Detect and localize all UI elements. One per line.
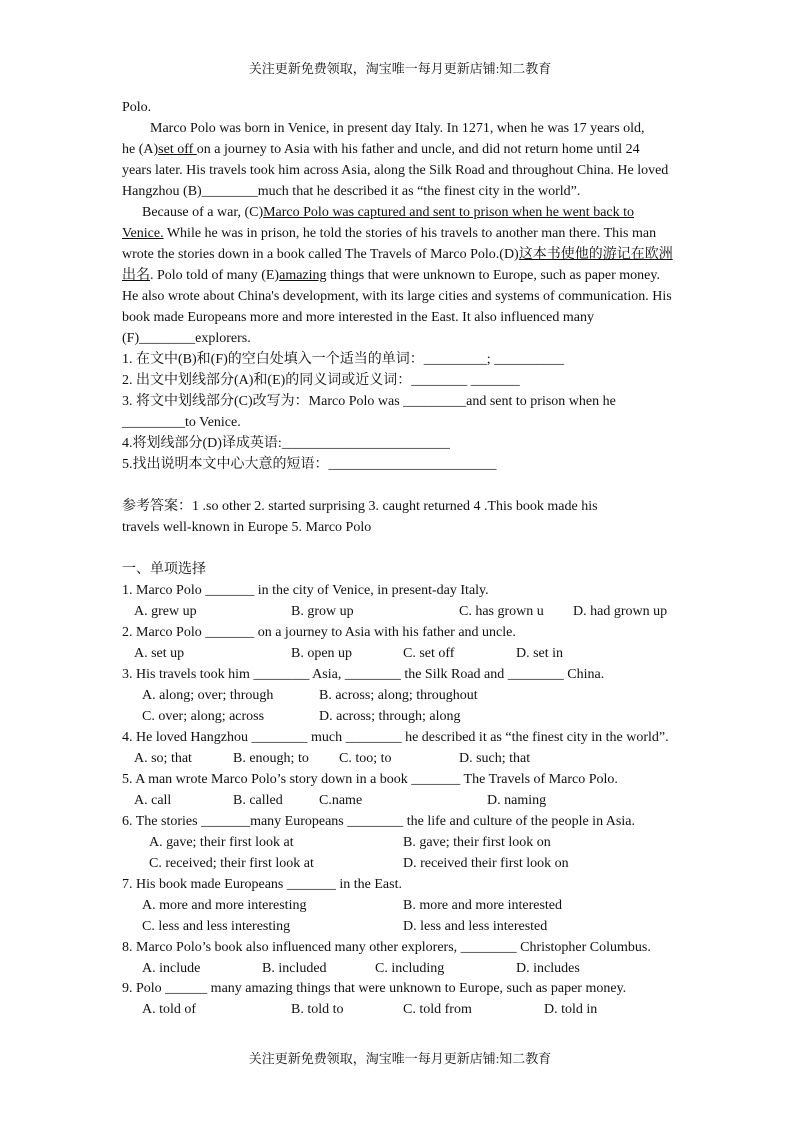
passage-line: 出名. Polo told of many (E)amazing things that were unknown to Europe, such as paper money. [122, 268, 660, 283]
question-text: 1. Marco Polo _______ in the city of Venice, in present-day Italy. [122, 583, 489, 598]
passage-line: he (A)set off on a journey to Asia with his father and uncle, and did not return home until 24 [122, 142, 640, 157]
page-header: 关注更新免费领取，淘宝唯一每月更新店铺:知二教育 [248, 61, 552, 76]
page-footer: 关注更新免费领取，淘宝唯一每月更新店铺:知二教育 [248, 1051, 552, 1066]
passage-line: Hangzhou (B)________much that he described it as “the finest city in the world”. [122, 184, 581, 199]
answer-key: travels well-known in Europe 5. Marco Polo [122, 520, 372, 535]
underline-c-cont: Venice. [122, 226, 164, 241]
option-a: A. call [134, 793, 172, 808]
option-c: C. including [375, 961, 445, 976]
option-a: A. grew up [134, 604, 197, 619]
question-text: 8. Marco Polo’s book also influenced many other explorers, ________ Christopher Columbus. [122, 940, 651, 955]
option-b: B. gave; their first look on [403, 835, 551, 850]
option-b: B. open up [291, 646, 353, 661]
option-c: C. has grown u [459, 604, 544, 619]
option-d: D. includes [516, 961, 580, 976]
passage-line: He also wrote about China's development, with its large cities and systems of communication. His [122, 289, 672, 304]
option-d: D. told in [544, 1002, 598, 1017]
option-c: C. too; to [339, 751, 392, 766]
passage-line: years later. His travels took him across Asia, along the Silk Road and throughout China. He loved [122, 163, 669, 178]
option-b: B. included [262, 961, 327, 976]
option-a: A. told of [142, 1002, 197, 1017]
task-item: 2. 出文中划线部分(A)和(E)的同义词或近义词：________ _______ [122, 373, 520, 388]
passage-line: Because of a war, (C)Marco Polo was captured and sent to prison when he went back to [142, 205, 635, 220]
option-d: D. naming [487, 793, 547, 808]
task-item: 5.找出说明本文中心大意的短语：________________________ [122, 457, 497, 472]
option-a: A. set up [134, 646, 185, 661]
answer-key: 参考答案：1 .so other 2. started surprising 3. caught returned 4 .This book made his [122, 499, 598, 514]
option-c: C. told from [403, 1002, 472, 1017]
option-b: B. told to [291, 1002, 344, 1017]
option-a: A. include [142, 961, 201, 976]
passage-line: (F)________explorers. [122, 331, 251, 346]
option-d: D. such; that [459, 751, 531, 766]
question-text: 2. Marco Polo _______ on a journey to Asia with his father and uncle. [122, 625, 516, 640]
option-c: C. set off [403, 646, 455, 661]
question-text: 5. A man wrote Marco Polo’s story down in a book _______ The Travels of Marco Polo. [122, 772, 618, 787]
question-text: 6. The stories _______many Europeans ________ the life and culture of the people in Asia. [122, 814, 635, 829]
option-c: C.name [319, 793, 363, 808]
underline-e: amazing [279, 268, 327, 283]
option-d: D. less and less interested [403, 919, 548, 934]
option-c: C. over; along; across [142, 709, 265, 724]
passage-line: book made Europeans more and more interested in the East. It also influenced many [122, 310, 594, 325]
option-b: B. enough; to [233, 751, 309, 766]
option-d: D. across; through; along [319, 709, 461, 724]
option-c: C. less and less interesting [142, 919, 291, 934]
task-item: 1. 在文中(B)和(F)的空白处填入一个适当的单词：_________; __________ [122, 352, 565, 367]
option-b: B. across; along; throughout [319, 688, 478, 703]
option-d: D. set in [516, 646, 564, 661]
option-b: B. called [233, 793, 283, 808]
option-c: C. received; their first look at [149, 856, 314, 871]
underline-d-cont: 出名 [122, 268, 150, 283]
option-d: D. had grown up [573, 604, 668, 619]
question-text: 3. His travels took him ________ Asia, ________ the Silk Road and ________ China. [122, 667, 605, 682]
passage-line: wrote the stories down in a book called The Travels of Marco Polo.(D)这本书使他的游记在欧洲 [122, 247, 673, 262]
underline-d: 这本书使他的游记在欧洲 [518, 247, 673, 262]
option-a: A. gave; their first look at [149, 835, 294, 850]
option-a: A. along; over; through [142, 688, 274, 703]
option-b: B. grow up [291, 604, 354, 619]
passage-line: Polo. [122, 100, 152, 115]
task-item: 4.将划线部分(D)译成英语:________________________ [122, 436, 450, 451]
option-d: D. received their first look on [403, 856, 569, 871]
option-a: A. more and more interesting [142, 898, 307, 913]
passage-line: Marco Polo was born in Venice, in present day Italy. In 1271, when he was 17 years old, [150, 121, 645, 136]
option-a: A. so; that [134, 751, 192, 766]
question-text: 9. Polo ______ many amazing things that were unknown to Europe, such as paper money. [122, 981, 627, 996]
underline-c: Marco Polo was captured and sent to prison when he went back to [263, 205, 635, 220]
question-text: 7. His book made Europeans _______ in the East. [122, 877, 402, 892]
option-b: B. more and more interested [403, 898, 563, 913]
task-item: 3. 将文中划线部分(C)改写为：Marco Polo was _________and sent to prison when he [122, 394, 616, 409]
passage-line: Venice. While he was in prison, he told the stories of his travels to another man there. This man [122, 226, 657, 241]
underline-a: set off [158, 142, 197, 157]
question-text: 4. He loved Hangzhou ________ much ________ he described it as “the finest city in the world”. [122, 730, 669, 745]
task-item: _________to Venice. [122, 415, 241, 430]
section-title: 一、单项选择 [122, 562, 206, 577]
